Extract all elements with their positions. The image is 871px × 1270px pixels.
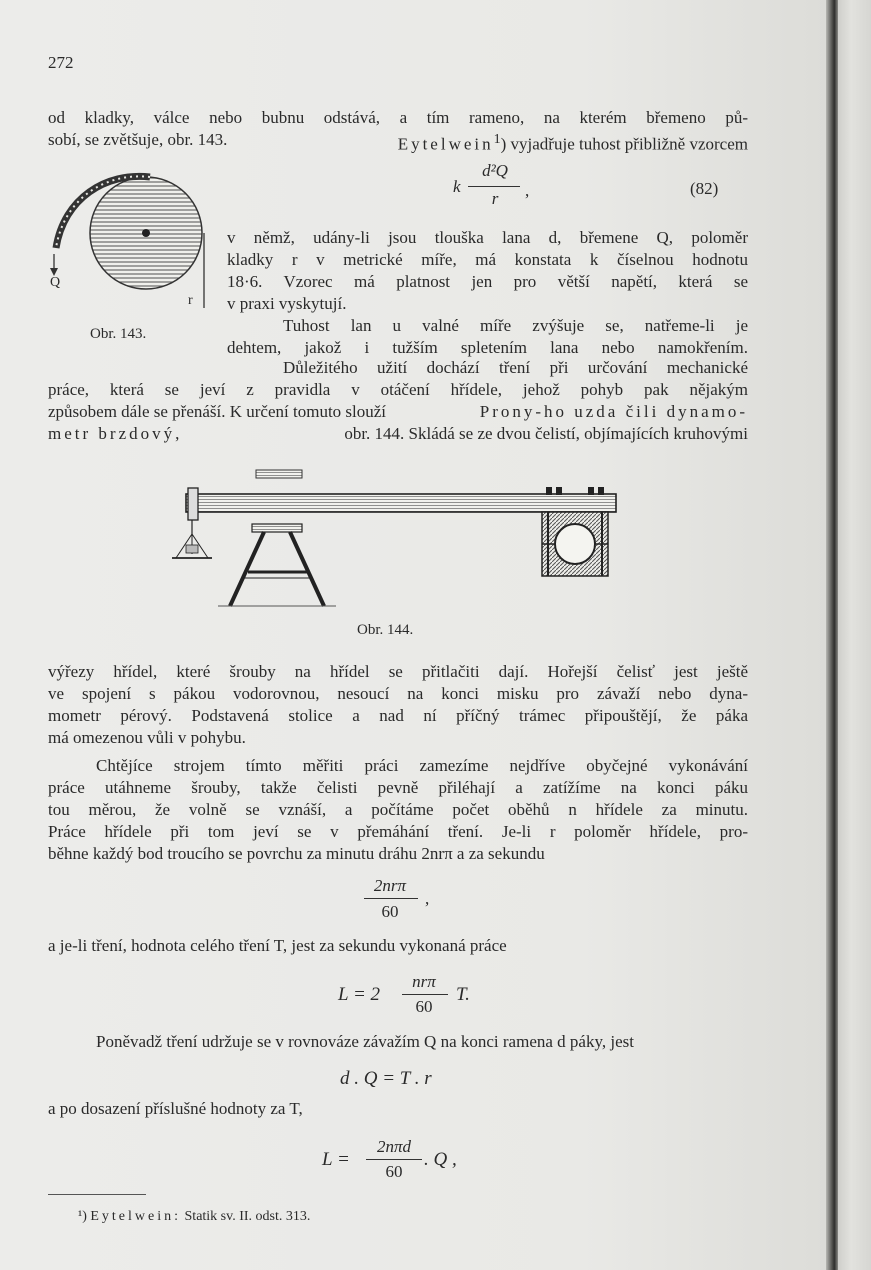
para1-line1: od kladky, válce nebo bubnu odstává, a tím rameno, na kterém břemeno pů- (48, 108, 748, 127)
fig143-label-q: Q (50, 275, 61, 290)
formula-b-rhs: T. (456, 984, 470, 1005)
page-edge (838, 0, 871, 1270)
formula-d-lhs: L = (322, 1149, 350, 1170)
para3-line2: práce, která se jeví z pravidla v otáčení hřídele, jehož pohyb pak nějakým (48, 380, 748, 399)
formula-d-line (366, 1159, 422, 1160)
trestle-leg-right (290, 532, 324, 606)
formula-d-rhs: . Q , (424, 1149, 457, 1170)
para2-line1: v němž, udány-li jsou tlouška lana d, břemene Q, poloměr (227, 228, 748, 247)
book-spine (826, 0, 838, 1270)
footnote-mark: ¹) (78, 1209, 87, 1224)
para5-line1: Chtějíce strojem tímto měřiti práci zamezíme nejdříve obyčejné vykonávání (96, 756, 748, 775)
para1-text-b: ) vyjadřuje tuhost přibližně vzorcem (500, 134, 748, 154)
footnote-author: Eytelwein: (90, 1209, 182, 1224)
fig144-caption: Obr. 144. (357, 622, 414, 638)
para1-line2 (48, 129, 748, 156)
figure-144-prony-brake (168, 462, 628, 622)
trestle-leg-left (230, 532, 264, 606)
footnote-ref: 1 (493, 132, 501, 147)
fig143-label-r: r (188, 293, 193, 308)
para3-line4 (48, 423, 748, 445)
formula-a-numerator: 2nrπ (373, 876, 407, 895)
brake-dynamometer-term: metr brzdový, (48, 424, 183, 443)
fig143-caption: Obr. 143. (90, 326, 147, 342)
figure-143-pulley (46, 168, 216, 338)
formula-b-lhs: L = 2 (338, 984, 381, 1005)
para5-line4: Práce hřídele při tom jeví se v přemáhání tření. Je-li r poloměr hřídele, pro- (48, 822, 748, 841)
footnote (78, 1206, 310, 1228)
pulley-axle (142, 229, 150, 237)
formula-d-denominator: 60 (385, 1162, 403, 1181)
trestle-top (252, 524, 302, 532)
para2-line3: 18·6. Vzorec má platnost jen pro větší napětí, která se (227, 272, 748, 291)
para3-text-b: obr. 144. Skládá se ze dvou čelistí, objímajících kruhovými (344, 424, 748, 443)
para5-line3: tou měrou, že volně se vznáší, a počítáme počet oběhů n hřídele za minutu. (48, 800, 748, 819)
para4-line4: má omezenou vůli v pohybu. (48, 728, 246, 747)
lever-beam (186, 494, 616, 512)
formula-a-comma: , (425, 889, 430, 908)
shaft (555, 524, 595, 564)
para2-line6: dehtem, jakož i tužším spletením lana nebo namokřením. (227, 338, 748, 357)
formula-b-denominator: 60 (415, 997, 433, 1016)
para8-line1: a po dosazení příslušné hodnoty za T, (48, 1099, 303, 1118)
formula82-number: (82) (690, 179, 719, 198)
para7-line1: Poněvadž tření udržuje se v rovnováze závažím Q na konci ramena d páky, jest (96, 1032, 634, 1051)
para3-line3 (48, 401, 748, 423)
page-number: 272 (48, 53, 74, 72)
formula-a-denominator: 60 (381, 902, 399, 921)
footnote-separator (48, 1194, 146, 1195)
para5-line2: práce utáhneme šrouby, takže čelisti pevně přiléhají a zatížíme na konci páku (48, 778, 748, 797)
para5-line5: běhne každý bod troucího se povrchu za minutu dráhu 2nrπ a za sekundu (48, 844, 545, 863)
para2-line2: kladky r v metrické míře, má konstata k číselnou hodnotu (227, 250, 748, 269)
formula-b-line (402, 994, 448, 995)
para3-text-a: způsobem dále se přenáší. K určení tomuto slouží (48, 402, 387, 421)
para6-line1: a je-li tření, hodnota celého tření T, jest za sekundu vykonaná práce (48, 936, 507, 955)
para4-line3: mometr pérový. Podstavená stolice a nad ní příčný trámec připouštějí, že páka (48, 706, 748, 725)
formula-c: d . Q = T . r (340, 1068, 432, 1089)
formula82-denominator: r (491, 189, 499, 208)
para4-line2: ve spojení s pákou vodorovnou, nesoucí na konci misku pro závaží nebo dyna- (48, 684, 748, 703)
para2-line5: Tuhost lan u valné míře zvýšuje se, natřeme-li je (283, 316, 748, 335)
formula82-k: k (453, 177, 461, 196)
formula-b-numerator: nrπ (412, 972, 436, 991)
formula82-fraction-line (468, 186, 520, 187)
footnote-text: Statik sv. II. odst. 313. (184, 1209, 311, 1224)
para1-text-a: sobí, se zvětšuje, obr. 143. (48, 130, 228, 149)
prony-brake-term: Prony-ho uzda čili dynamo- (479, 402, 748, 421)
author-name: Eytelwein (397, 134, 494, 154)
para3-line1: Důležitého užití dochází tření při určování mechanické (283, 358, 748, 377)
para2-line4: v praxi vyskytují. (227, 294, 347, 313)
formula-d-numerator: 2nπd (376, 1137, 412, 1156)
formula82-numerator: d²Q (482, 161, 508, 180)
para4-line1: výřezy hřídel, které šrouby na hřídel se přitlačiti dají. Hořejší čelisť jest ještě (48, 662, 748, 681)
formula82-comma: , (525, 181, 530, 200)
cross-beam-top (256, 470, 302, 478)
formula-a-line (364, 898, 418, 899)
